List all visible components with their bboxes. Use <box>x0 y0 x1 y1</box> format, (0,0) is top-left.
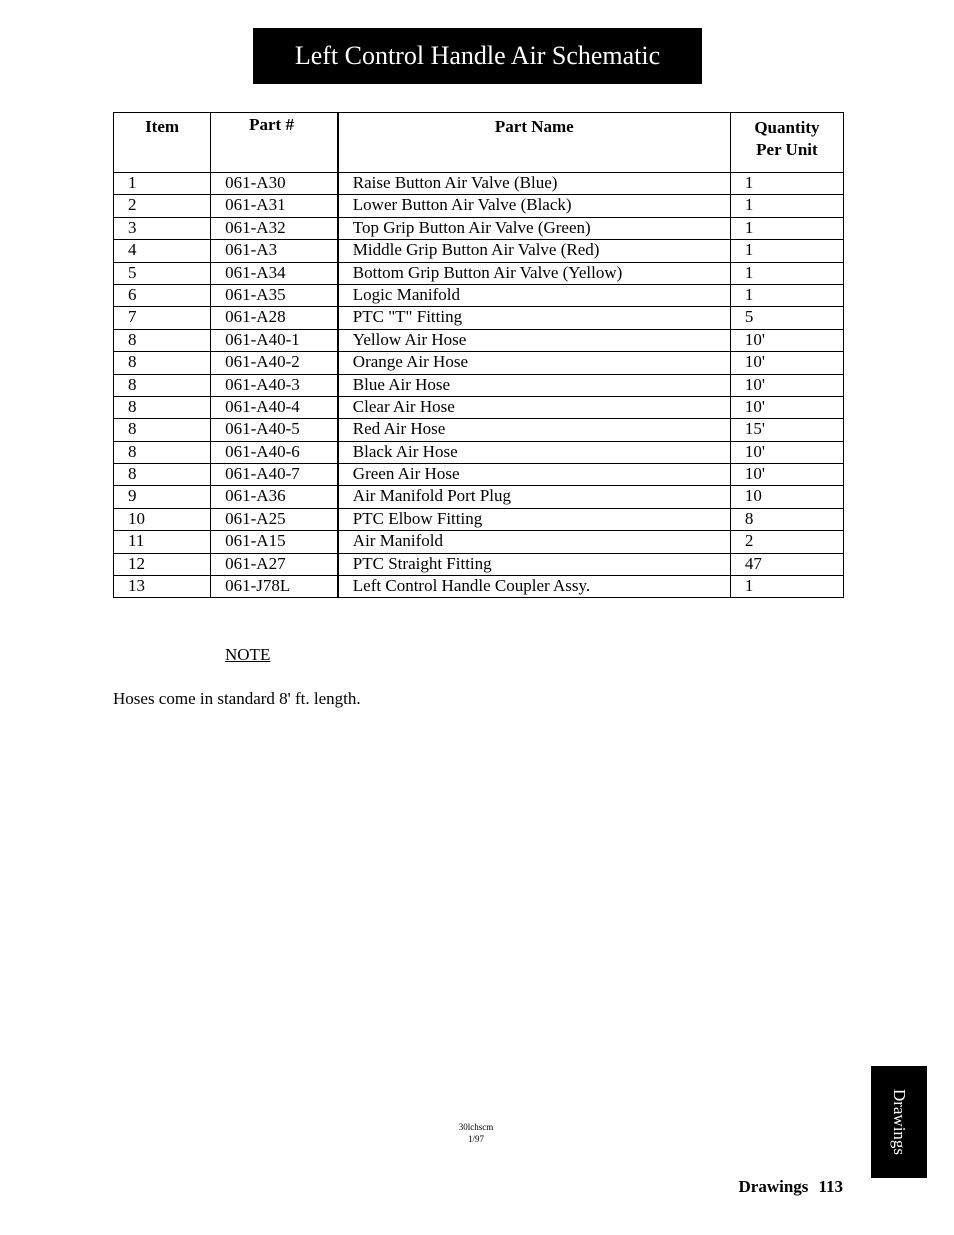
table-row <box>114 553 844 575</box>
cell-quantity: 1 <box>730 262 843 284</box>
cell-part-name: Green Air Hose <box>338 464 731 486</box>
cell-part-number: 061-A34 <box>211 262 338 284</box>
cell-part-name: PTC Straight Fitting <box>338 553 731 575</box>
cell-part-number: 061-A28 <box>211 307 338 329</box>
cell-quantity: 1 <box>730 284 843 306</box>
header-item: Item <box>114 113 211 173</box>
cell-part-number: 061-A40-2 <box>211 352 338 374</box>
page-number: 113 <box>818 1177 843 1196</box>
cell-part-number: 061-A40-7 <box>211 464 338 486</box>
cell-item: 5 <box>114 262 211 284</box>
cell-part-name: Logic Manifold <box>338 284 731 306</box>
cell-part-name: Middle Grip Button Air Valve (Red) <box>338 240 731 262</box>
cell-part-name: Yellow Air Hose <box>338 329 731 351</box>
footer-section: Drawings <box>738 1177 809 1196</box>
cell-part-number: 061-A36 <box>211 486 338 508</box>
parts-table-body <box>114 173 844 598</box>
cell-part-name: Bottom Grip Button Air Valve (Yellow) <box>338 262 731 284</box>
cell-part-number: 061-A40-3 <box>211 374 338 396</box>
cell-quantity: 10' <box>730 464 843 486</box>
cell-item: 7 <box>114 307 211 329</box>
table-row <box>114 441 844 463</box>
cell-quantity: 8 <box>730 508 843 530</box>
cell-part-name: Lower Button Air Valve (Black) <box>338 195 731 217</box>
table-row <box>114 284 844 306</box>
cell-part-name: Raise Button Air Valve (Blue) <box>338 173 731 195</box>
cell-part-number: 061-A31 <box>211 195 338 217</box>
cell-item: 8 <box>114 329 211 351</box>
cell-part-name: Red Air Hose <box>338 419 731 441</box>
table-row <box>114 576 844 598</box>
cell-quantity: 10' <box>730 352 843 374</box>
table-row <box>114 240 844 262</box>
cell-quantity: 1 <box>730 217 843 239</box>
header-part-number <box>211 113 338 173</box>
cell-item: 8 <box>114 464 211 486</box>
drawing-code-date: 1/97 <box>467 1134 484 1144</box>
cell-part-name: Air Manifold <box>338 531 731 553</box>
cell-part-number: 061-J78L <box>211 576 338 598</box>
cell-part-number: 061-A3 <box>211 240 338 262</box>
cell-quantity: 10' <box>730 329 843 351</box>
table-row <box>114 352 844 374</box>
cell-part-number: 061-A30 <box>211 173 338 195</box>
cell-part-number: 061-A40-6 <box>211 441 338 463</box>
cell-item: 1 <box>114 173 211 195</box>
page-title: Left Control Handle Air Schematic <box>253 28 702 84</box>
note-label: NOTE <box>225 645 271 664</box>
cell-quantity: 5 <box>730 307 843 329</box>
table-row <box>114 396 844 418</box>
cell-item: 4 <box>114 240 211 262</box>
cell-item: 10 <box>114 508 211 530</box>
table-row <box>114 173 844 195</box>
cell-item: 9 <box>114 486 211 508</box>
cell-item: 13 <box>114 576 211 598</box>
cell-quantity: 1 <box>730 173 843 195</box>
cell-item: 12 <box>114 553 211 575</box>
cell-quantity: 1 <box>730 576 843 598</box>
section-side-tab <box>871 1066 927 1178</box>
cell-part-name: Blue Air Hose <box>338 374 731 396</box>
cell-part-name: Orange Air Hose <box>338 352 731 374</box>
cell-item: 11 <box>114 531 211 553</box>
drawing-code-id: 30lchscm <box>458 1122 494 1132</box>
cell-part-number: 061-A40-5 <box>211 419 338 441</box>
cell-part-number: 061-A35 <box>211 284 338 306</box>
section-side-tab-label: Drawings <box>890 1088 910 1156</box>
header-part-number-label: Part # <box>249 115 294 134</box>
cell-item: 8 <box>114 374 211 396</box>
note-text: Hoses come in standard 8' ft. length. <box>113 689 361 708</box>
table-row <box>114 262 844 284</box>
cell-quantity: 10' <box>730 374 843 396</box>
cell-item: 2 <box>114 195 211 217</box>
cell-part-number: 061-A27 <box>211 553 338 575</box>
cell-item: 8 <box>114 396 211 418</box>
cell-part-number: 061-A40-1 <box>211 329 338 351</box>
cell-item: 3 <box>114 217 211 239</box>
cell-quantity: 2 <box>730 531 843 553</box>
cell-quantity: 10' <box>730 441 843 463</box>
cell-part-number: 061-A32 <box>211 217 338 239</box>
page-footer <box>739 1177 843 1197</box>
cell-item: 8 <box>114 419 211 441</box>
cell-part-name: PTC "T" Fitting <box>338 307 731 329</box>
cell-quantity: 47 <box>730 553 843 575</box>
header-quantity-line2: Per Unit <box>756 140 818 159</box>
cell-part-number: 061-A40-4 <box>211 396 338 418</box>
cell-part-name: PTC Elbow Fitting <box>338 508 731 530</box>
cell-part-number: 061-A15 <box>211 531 338 553</box>
cell-part-number: 061-A25 <box>211 508 338 530</box>
cell-quantity: 15' <box>730 419 843 441</box>
parts-table <box>113 112 844 598</box>
table-row <box>114 307 844 329</box>
cell-part-name: Left Control Handle Coupler Assy. <box>338 576 731 598</box>
cell-item: 8 <box>114 352 211 374</box>
table-row <box>114 531 844 553</box>
cell-item: 8 <box>114 441 211 463</box>
header-part-name: Part Name <box>338 113 731 173</box>
header-quantity-line1: Quantity <box>754 118 820 137</box>
table-row <box>114 419 844 441</box>
cell-quantity: 1 <box>730 195 843 217</box>
table-row <box>114 217 844 239</box>
table-row <box>114 374 844 396</box>
cell-quantity: 10 <box>730 486 843 508</box>
table-row <box>114 329 844 351</box>
cell-quantity: 10' <box>730 396 843 418</box>
table-row <box>114 486 844 508</box>
table-header-row <box>114 113 844 173</box>
cell-part-name: Top Grip Button Air Valve (Green) <box>338 217 731 239</box>
cell-quantity: 1 <box>730 240 843 262</box>
cell-part-name: Black Air Hose <box>338 441 731 463</box>
drawing-code <box>437 1121 515 1145</box>
cell-item: 6 <box>114 284 211 306</box>
cell-part-name: Clear Air Hose <box>338 396 731 418</box>
table-row <box>114 195 844 217</box>
header-quantity <box>730 113 843 173</box>
table-row <box>114 508 844 530</box>
cell-part-name: Air Manifold Port Plug <box>338 486 731 508</box>
table-row <box>114 464 844 486</box>
